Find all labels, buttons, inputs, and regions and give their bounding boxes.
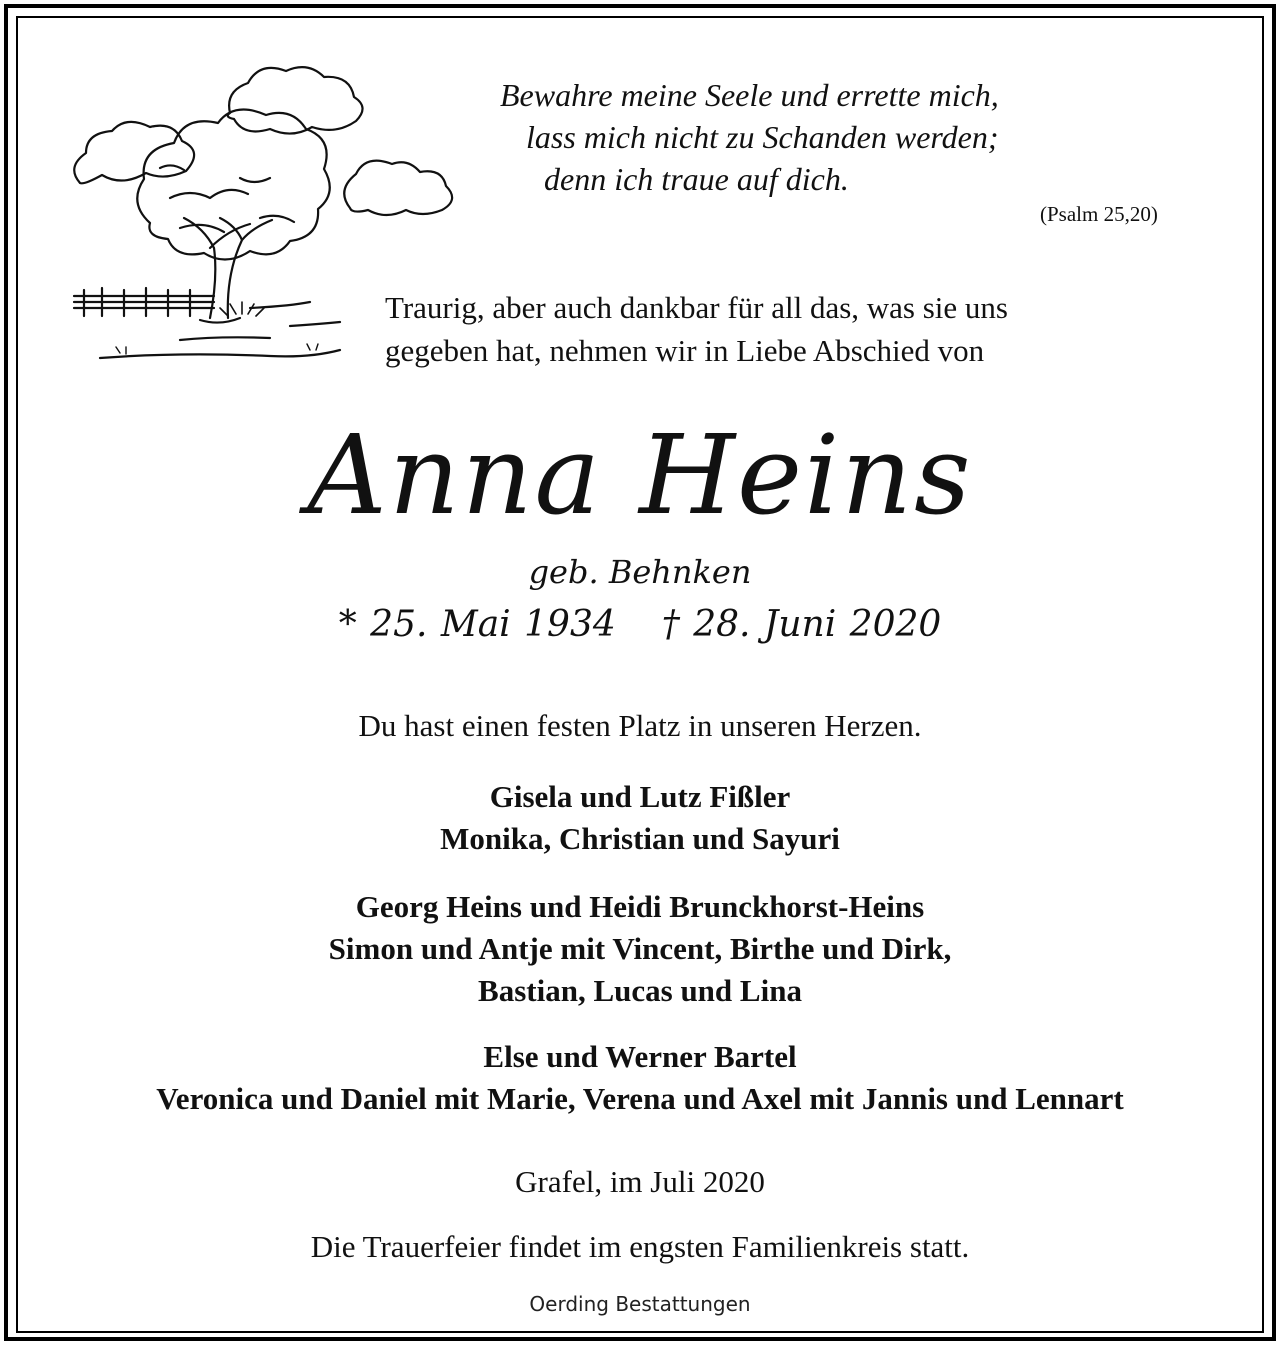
family-group [0, 886, 1280, 1012]
family-line: Gisela und Lutz Fißler [489, 779, 791, 814]
birth-date: * 25. Mai 1934 [338, 604, 616, 645]
maiden-name: geb. Behnken [528, 553, 752, 591]
family-line: Georg Heins und Heidi Brunckhorst-Heins [355, 889, 925, 924]
psalm-line: lass mich nicht zu Schanden werden; [526, 119, 999, 155]
psalm-line: denn ich traue auf dich. [544, 161, 849, 197]
family-group [0, 776, 1280, 860]
undertaker-name: Oerding Bestattungen [529, 1292, 751, 1316]
life-dates [0, 604, 1280, 645]
intro-text [385, 286, 1185, 372]
family-line: Monika, Christian und Sayuri [440, 821, 840, 856]
place-date: Grafel, im Juli 2020 [515, 1164, 765, 1199]
family-group [0, 1036, 1280, 1120]
psalm-reference: (Psalm 25,20) [1040, 202, 1158, 226]
family-line: Simon und Antje mit Vincent, Birthe und Dirk, [328, 931, 952, 966]
psalm-line: Bewahre meine Seele und errette mich, [500, 77, 999, 113]
family-line: Else und Werner Bartel [483, 1039, 797, 1074]
deceased-name: Anna Heins [307, 411, 973, 539]
family-line: Veronica und Daniel mit Marie, Verena und Axel mit Jannis und Lennart [156, 1081, 1124, 1116]
family-line: Bastian, Lucas und Lina [478, 973, 802, 1008]
psalm-quote [470, 74, 1190, 200]
service-note: Die Trauerfeier findet im engsten Familienkreis statt. [310, 1229, 970, 1264]
motto: Du hast einen festen Platz in unseren Herzen. [358, 708, 922, 743]
intro-line: Traurig, aber auch dankbar für all das, was sie uns [385, 290, 1008, 325]
intro-line: gegeben hat, nehmen wir in Liebe Abschied von [385, 333, 985, 368]
death-date: † 28. Juni 2020 [661, 604, 942, 645]
